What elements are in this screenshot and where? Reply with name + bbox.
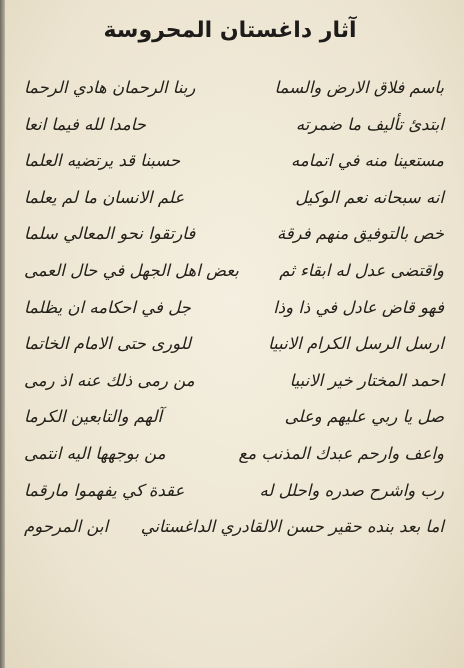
verse-line: [18, 180, 450, 217]
verse-right-hemistich: واعف وارحم عبدك المذنب مع: [238, 443, 444, 463]
verse-line: [18, 107, 450, 144]
verse-right-hemistich: واقتضى عدل له ابقاء ثم: [279, 260, 444, 280]
verse-left-hemistich: جل في احكامه ان يظلما: [24, 297, 191, 317]
verse-left-hemistich: من بوجهها اليه انتمى: [24, 443, 166, 463]
verse-line: [18, 326, 450, 363]
verse-left-hemistich: حامدا لله فيما انعا: [24, 114, 146, 134]
verse-line: [18, 216, 450, 253]
verse-right-hemistich: اما بعد بنده حقير حسن الالقادري الداغستاني: [140, 517, 444, 537]
verse-right-hemistich: انه سبحانه نعم الوكيل: [295, 187, 444, 207]
verse-left-hemistich: من رمى ذلك عنه اذ رمى: [24, 370, 195, 390]
verse-line: [18, 436, 450, 473]
page-left-edge: [0, 0, 5, 668]
verse-line: [18, 363, 450, 400]
verse-right-hemistich: فهو قاض عادل في ذا وذا: [273, 297, 444, 317]
verse-line: [18, 143, 450, 180]
verse-line: [18, 509, 450, 546]
verse-line: [18, 290, 450, 327]
verse-right-hemistich: ارسل الرسل الكرام الانبيا: [268, 334, 444, 354]
verse-lines: [18, 70, 450, 546]
verse-left-hemistich: للورى حتى الامام الخاتما: [24, 334, 192, 354]
verse-right-hemistich: احمد المختار خير الانبيا: [289, 370, 444, 390]
verse-left-hemistich: عقدة كي يفهموا مارقما: [24, 480, 185, 500]
verse-line: [18, 473, 450, 510]
verse-line: [18, 253, 450, 290]
verse-right-hemistich: باسم فلاق الارض والسما: [274, 78, 444, 97]
verse-left-hemistich: علم الانسان ما لم يعلما: [24, 187, 185, 207]
verse-right-hemistich: رب واشرح صدره واحلل له: [259, 480, 444, 500]
verse-line: [18, 70, 450, 107]
verse-line: [18, 399, 450, 436]
verse-right-hemistich: خص بالتوفيق منهم فرقة: [276, 224, 444, 244]
verse-left-hemistich: ابن المرحوم: [24, 517, 109, 537]
verse-right-hemistich: صل يا ربي عليهم وعلى: [284, 407, 444, 427]
verse-left-hemistich: بعض اهل الجهل في حال العمى: [24, 260, 239, 280]
page-title: آثار داغستان المحروسة: [103, 18, 357, 43]
verse-left-hemistich: آلهم والتابعين الكرما: [24, 407, 163, 427]
verse-left-hemistich: ربنا الرحمان هادي الرحما: [24, 78, 196, 97]
verse-left-hemistich: حسبنا قد يرتضيه العلما: [24, 151, 181, 171]
verse-right-hemistich: مستعينا منه في اتمامه: [291, 151, 444, 171]
verse-right-hemistich: ابتدئ تأليف ما ضمرته: [295, 114, 444, 134]
verse-left-hemistich: فارتقوا نحو المعالي سلما: [24, 224, 196, 244]
